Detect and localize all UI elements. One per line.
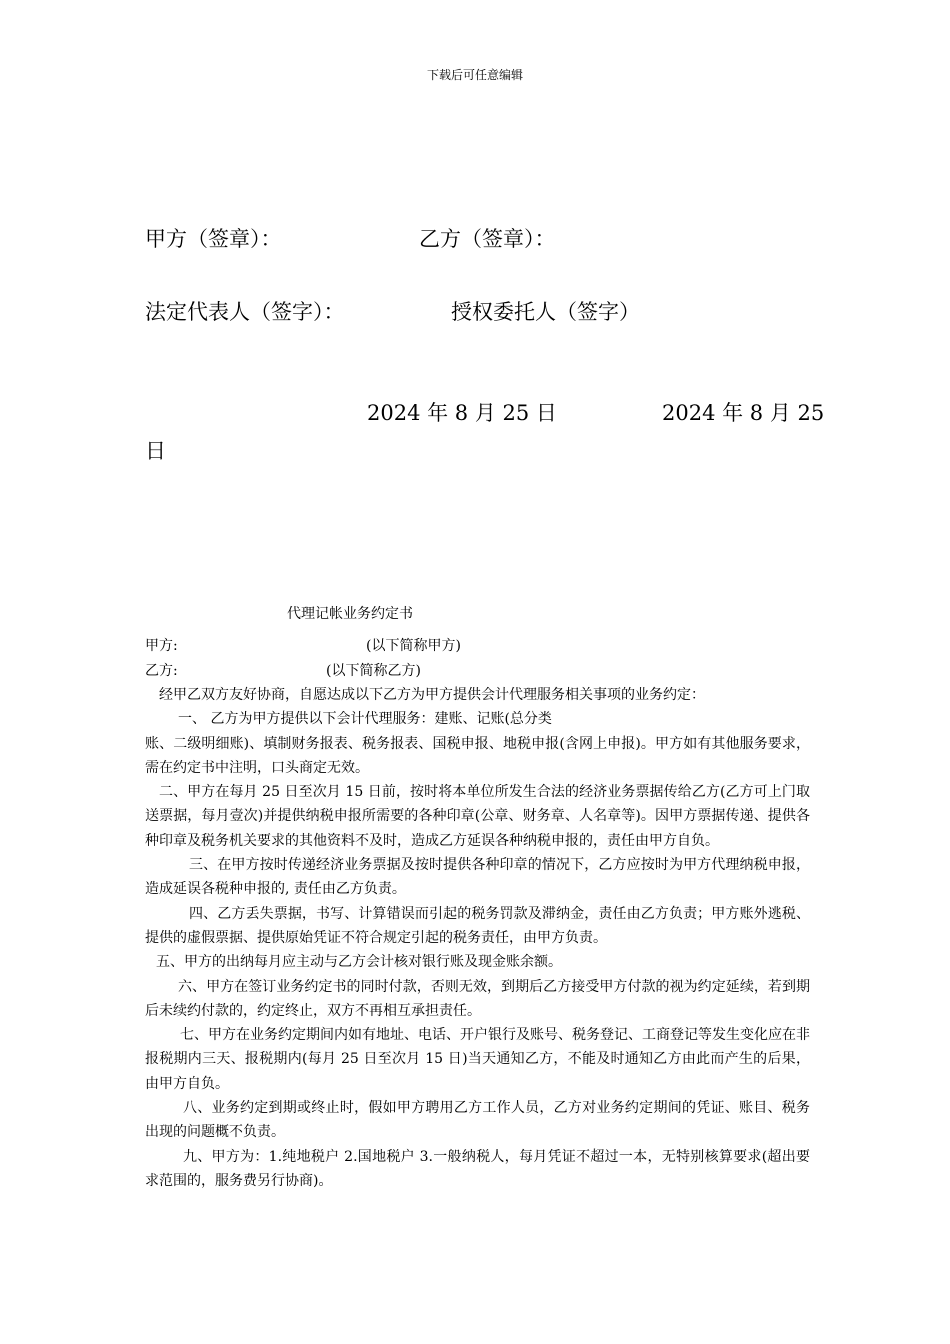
party-b-date-tail: 日 [145, 439, 166, 463]
party-b-field-note: (以下简称乙方) [326, 663, 421, 679]
clause-8: 八、业务约定到期或终止时，假如甲方聘用乙方工作人员，乙方对业务约定期间的凭证、账目、税务出现的问题概不负责。 [145, 1100, 810, 1141]
authorized-agent-label: 授权委托人（签字） [451, 300, 640, 324]
intro-paragraph: 经甲乙双方友好协商，自愿达成以下乙方为甲方提供会计代理服务相关事项的业务约定： [159, 687, 705, 703]
legal-representative-label: 法定代表人（签字）： [145, 300, 345, 324]
document-title: 代理记帐业务约定书 [287, 606, 413, 622]
clause-5: 五、甲方的出纳每月应主动与乙方会计核对银行账及现金账余额。 [156, 954, 562, 971]
party-a-field-note: (以下简称甲方) [366, 638, 461, 654]
clause-1-first-line: 一、 乙方为甲方提供以下会计代理服务：建账、记账(总分类 [178, 711, 552, 728]
clause-6: 六、甲方在签订业务约定书的同时付款，否则无效，到期后乙方接受甲方付款的视为约定延续，若到期后未续约付款的，约定终止，双方不再相互承担责任。 [145, 978, 810, 1019]
clause-9: 九、甲方为：1.纯地税户 2.国地税户 3.一般纳税人，每月凭证不超过一本，无特别核算要求(超出要求范围的，服务费另行协商)。 [145, 1148, 810, 1189]
party-a-field-label: 甲方: [145, 638, 178, 654]
clause-3: 三、在甲方按时传递经济业务票据及按时提供各种印章的情况下，乙方应按时为甲方代理纳税申报，造成延误各税种申报的, 责任由乙方负责。 [145, 857, 810, 898]
clause-4: 四、乙方丢失票据，书写、计算错误而引起的税务罚款及滞纳金，责任由乙方负责；甲方账外逃税、提供的虚假票据、提供原始凭证不符合规定引起的税务责任，由甲方负责。 [145, 905, 810, 946]
party-b-seal-label: 乙方（签章）： [419, 227, 556, 251]
header-note: 下载后可任意编辑 [426, 68, 523, 82]
clause-7: 七、甲方在业务约定期间内如有地址、电话、开户银行及账号、税务登记、工商登记等发生变化应在非报税期内三天、报税期内(每月 25 日至次月 15 日)当天通知乙方，不能及时通知乙方由此而产生的后果，由甲方自负。 [145, 1027, 810, 1092]
clause-1-rest: 账、二级明细账)、填制财务报表、税务报表、国税申报、地税申报(含网上申报)。甲方如有其他服务要求，需在约定书中注明，口头商定无效。 [145, 735, 810, 776]
clause-2: 二、甲方在每月 25 日至次月 15 日前，按时将本单位所发生合法的经济业务票据传给乙方(乙方可上门取送票据，每月壹次)并提供纳税申报所需要的各种印章(公章、财务章、人名章等)。因甲方票据传递、提供各种印章及税务机关要求的其他资料不及时，造成乙方延误各种纳税申报的，责任由甲方自负。 [145, 784, 810, 849]
party-a-date: 2024 年 8 月 25 日 [367, 401, 557, 425]
party-b-field-label: 乙方: [145, 663, 178, 679]
party-a-seal-label: 甲方（签章）： [145, 227, 282, 251]
agreement-body [145, 683, 810, 1193]
party-b-date: 2024 年 8 月 25 [662, 401, 825, 425]
